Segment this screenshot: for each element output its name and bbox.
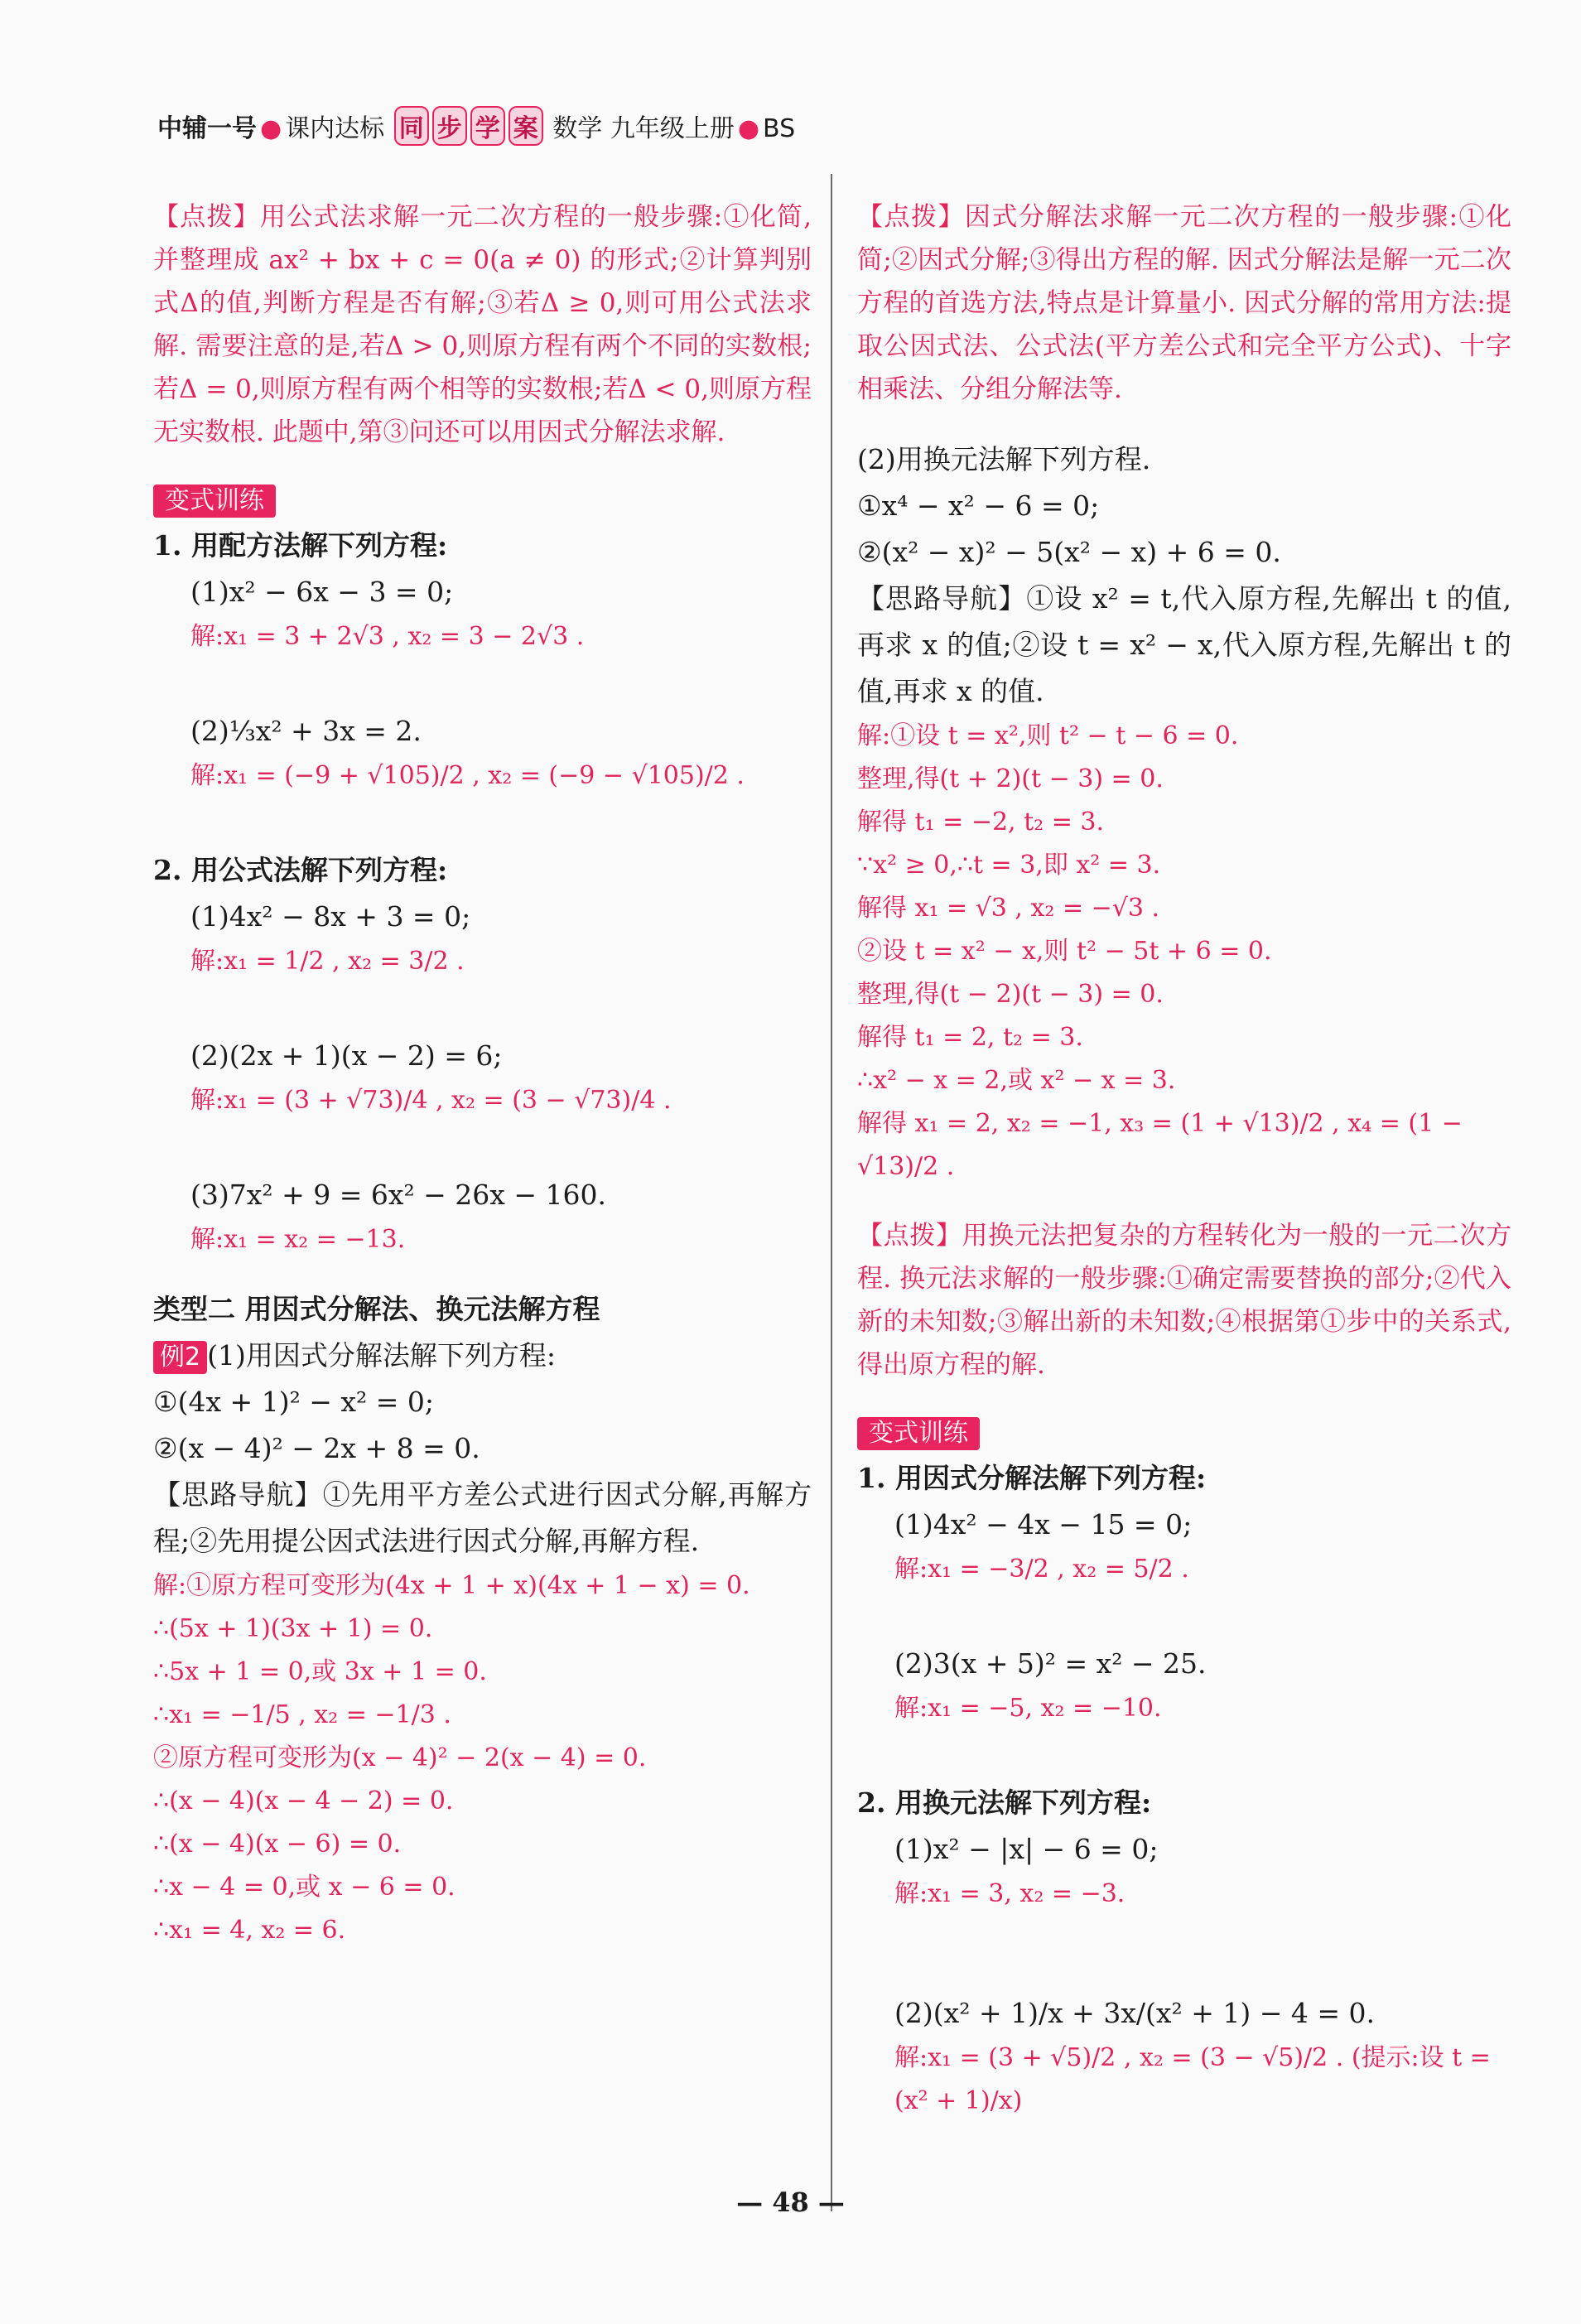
column-divider [831, 174, 832, 2211]
example-solution-line: ∴x − 4 = 0,或 x − 6 = 0. [153, 1873, 456, 1902]
substitution-question-title: (2)用换元法解下列方程. [857, 443, 1151, 475]
practice-answer-1-1: 解:x₁ = −3/2 , x₂ = 5/2 . [894, 1555, 1189, 1584]
running-header [157, 106, 795, 146]
subject-grade: 数学 九年级上册 [552, 114, 735, 143]
answer-1-2: 解:x₁ = (−9 + √105)/2 , x₂ = (−9 − √105)/2 . [190, 761, 745, 790]
practice-answer-1-2: 解:x₁ = −5, x₂ = −10. [894, 1694, 1162, 1723]
example-solution-line: ∴x₁ = −1/5 , x₂ = −1/3 . [153, 1700, 451, 1729]
practice-answer-2-1: 解:x₁ = 3, x₂ = −3. [894, 1879, 1125, 1908]
solution-guide: 【思路导航】①设 x² = t,代入原方程,先解出 t 的值,再求 x 的值;②设 t = x² − x,代入原方程,先解出 t 的值,再求 x 的值. [857, 582, 1511, 707]
tip-substitution-method: 【点拨】用换元法把复杂的方程转化为一般的一元二次方程. 换元法求解的一般步骤:①确定需要替换的部分;②代入新的未知数;③解出新的未知数;④根据第①步中的关系式,得出原方程的解. [857, 1221, 1511, 1380]
page-number: — 48 — [736, 2187, 845, 2218]
question-2-2: (2)(2x + 1)(x − 2) = 6; [190, 1039, 503, 1072]
substitution-solution-line: 解:①设 t = x²,则 t² − t − 6 = 0. [857, 721, 1239, 750]
series-char-box: 步 [432, 106, 467, 146]
answer-2-2: 解:x₁ = (3 + √73)/4 , x₂ = (3 − √73)/4 . [190, 1086, 672, 1115]
example-solution-line: ∴(x − 4)(x − 4 − 2) = 0. [153, 1786, 454, 1815]
example-question: (1)用因式分解法解下列方程: [207, 1339, 556, 1372]
substitution-solution-line: 解得 x₁ = 2, x₂ = −1, x₃ = (1 + √13)/2 , x₄ = (1 − √13)/2 . [857, 1109, 1463, 1181]
question-1-2: (2)⅓x² + 3x = 2. [190, 715, 422, 747]
tip-factoring-method: 【点拨】因式分解法求解一元二次方程的一般步骤:①化简;②因式分解;③得出方程的解. 因式分解法是解一元二次方程的首选方法,特点是计算量小. 因式分解的常用方法:提取公因式法、公式法(平方差公式和完全平方公式)、十字相乘法、分组分解法等. [857, 202, 1511, 404]
practice-2-1: (1)x² − |x| − 6 = 0; [894, 1833, 1159, 1865]
practice-1-1: (1)4x² − 4x − 15 = 0; [894, 1508, 1193, 1540]
example-solution-line: ∴x₁ = 4, x₂ = 6. [153, 1916, 346, 1945]
series-char-box: 学 [470, 106, 505, 146]
series-char-box: 同 [394, 106, 429, 146]
example-solution-line: ②原方程可变形为(x − 4)² − 2(x − 4) = 0. [153, 1743, 647, 1772]
substitution-solution-line: 解得 t₁ = 2, t₂ = 3. [857, 1023, 1083, 1052]
substitution-equation-1: ①x⁴ − x² − 6 = 0; [857, 489, 1100, 522]
series-char-box: 案 [509, 106, 543, 146]
header-dot: ● [260, 114, 282, 143]
brand-name: 中辅一号 [157, 114, 257, 143]
substitution-equation-2: ②(x² − x)² − 5(x² − x) + 6 = 0. [857, 536, 1281, 568]
example-solution-line: 解:①原方程可变形为(4x + 1 + x)(4x + 1 − x) = 0. [153, 1571, 750, 1600]
substitution-solution-line: ∵x² ≥ 0,∴t = 3,即 x² = 3. [857, 851, 1161, 880]
substitution-solution-line: 整理,得(t − 2)(t − 3) = 0. [857, 980, 1164, 1009]
answer-2-1: 解:x₁ = 1/2 , x₂ = 3/2 . [190, 947, 465, 976]
practice-2-title: 2. 用换元法解下列方程: [857, 1786, 1152, 1819]
question-2-1: (1)4x² − 8x + 3 = 0; [190, 900, 471, 933]
example-equation-2: ②(x − 4)² − 2x + 8 = 0. [153, 1432, 480, 1464]
section-type-2-heading: 类型二 用因式分解法、换元法解方程 [153, 1293, 600, 1325]
substitution-solution-line: 整理,得(t + 2)(t − 3) = 0. [857, 764, 1164, 793]
practice-1-2: (2)3(x + 5)² = x² − 25. [894, 1647, 1207, 1680]
example-badge: 例2 [153, 1341, 207, 1374]
example-solution-line: ∴(5x + 1)(3x + 1) = 0. [153, 1614, 433, 1643]
answer-2-3: 解:x₁ = x₂ = −13. [190, 1225, 406, 1254]
left-column [153, 170, 812, 1952]
practice-1-title: 1. 用因式分解法解下列方程: [857, 1462, 1207, 1494]
edition: BS [763, 114, 796, 143]
question-2-title: 2. 用公式法解下列方程: [153, 854, 448, 886]
practice-badge: 变式训练 [153, 485, 276, 518]
substitution-solution-line: 解得 x₁ = √3 , x₂ = −√3 . [857, 894, 1160, 923]
question-1-1: (1)x² − 6x − 3 = 0; [190, 576, 454, 608]
answer-1-1: 解:x₁ = 3 + 2√3 , x₂ = 3 − 2√3 . [190, 622, 585, 651]
practice-badge: 变式训练 [857, 1417, 980, 1450]
substitution-solution-line: ∴x² − x = 2,或 x² − x = 3. [857, 1066, 1176, 1095]
practice-answer-2-2: 解:x₁ = (3 + √5)/2 , x₂ = (3 − √5)/2 . (提示:设 t = (x² + 1)/x) [894, 2043, 1491, 2115]
substitution-solution-line: 解得 t₁ = −2, t₂ = 3. [857, 808, 1105, 837]
substitution-solution-line: ②设 t = x² − x,则 t² − 5t + 6 = 0. [857, 937, 1272, 966]
practice-2-2: (2)(x² + 1)/x + 3x/(x² + 1) − 4 = 0. [894, 1997, 1375, 2029]
solution-guide: 【思路导航】①先用平方差公式进行因式分解,再解方程;②先用提公因式法进行因式分解,再解方程. [153, 1478, 812, 1557]
series-name: 课内达标 [285, 114, 385, 143]
example-solution-line: ∴(x − 4)(x − 6) = 0. [153, 1830, 402, 1859]
question-1-title: 1. 用配方法解下列方程: [153, 529, 448, 562]
tip-formula-method: 【点拨】用公式法求解一元二次方程的一般步骤:①化简,并整理成 ax² + bx + c = 0(a ≠ 0) 的形式;②计算判别式Δ的值,判断方程是否有解;③若Δ ≥ 0,则可用公式法求解. 需要注意的是,若Δ > 0,则原方程有两个不同的实数根;若Δ = 0,则原方程有两个相等的实数根;若Δ < 0,则原方程无实数根. 此题中,第③问还可以用因式分解法求解. [153, 202, 812, 447]
header-dot: ● [737, 114, 760, 143]
right-column [857, 170, 1511, 2123]
question-2-3: (3)7x² + 9 = 6x² − 26x − 160. [190, 1179, 607, 1211]
example-equation-1: ①(4x + 1)² − x² = 0; [153, 1386, 435, 1418]
example-solution-line: ∴5x + 1 = 0,或 3x + 1 = 0. [153, 1657, 487, 1686]
